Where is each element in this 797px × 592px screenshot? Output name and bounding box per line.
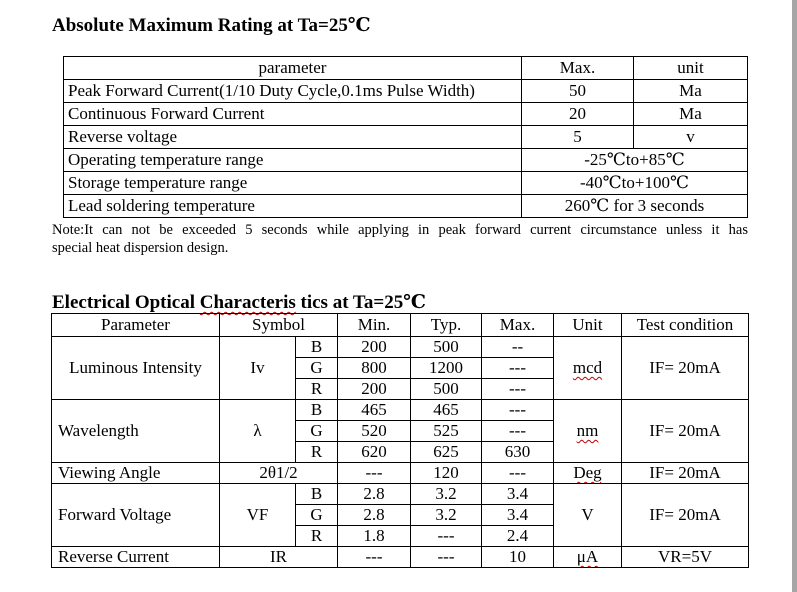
symbol-forward: VF <box>220 484 296 547</box>
row-range: -25℃to+85℃ <box>522 149 748 172</box>
table-row <box>52 400 749 421</box>
unit-reverse <box>554 547 622 568</box>
condition-reverse: VR=5V <box>622 547 749 568</box>
row-parameter: Operating temperature range <box>64 149 522 172</box>
min-cell: 200 <box>338 337 411 358</box>
max-cell: --- <box>482 379 554 400</box>
symbol-luminous: Iv <box>220 337 296 400</box>
color-cell: B <box>296 400 338 421</box>
row-parameter: Storage temperature range <box>64 172 522 195</box>
max-cell: --- <box>482 463 554 484</box>
max-cell: --- <box>482 421 554 442</box>
col-header-max: Max. <box>482 314 554 337</box>
condition-wavelength: IF= 20mA <box>622 400 749 463</box>
color-cell: R <box>296 379 338 400</box>
title-part-2: Characteris <box>199 292 296 313</box>
min-cell: --- <box>338 547 411 568</box>
typ-cell: 500 <box>411 379 482 400</box>
typ-cell: 625 <box>411 442 482 463</box>
table-header-row <box>64 57 748 80</box>
condition-viewing: IF= 20mA <box>622 463 749 484</box>
unit-reverse-text: μA <box>576 547 599 566</box>
table-row <box>52 484 749 505</box>
min-cell: 800 <box>338 358 411 379</box>
typ-cell: 525 <box>411 421 482 442</box>
min-cell: 465 <box>338 400 411 421</box>
color-cell: B <box>296 484 338 505</box>
color-cell: B <box>296 337 338 358</box>
condition-luminous: IF= 20mA <box>622 337 749 400</box>
col-header-parameter: Parameter <box>52 314 220 337</box>
unit-viewing-text: Deg <box>573 463 602 482</box>
note-line-2: special heat dispersion design. <box>52 240 229 256</box>
unit-luminous-text: mcd <box>572 358 603 377</box>
max-cell: -- <box>482 337 554 358</box>
row-range: 260℃ for 3 seconds <box>522 195 748 218</box>
row-parameter: Continuous Forward Current <box>64 103 522 126</box>
param-luminous: Luminous Intensity <box>52 337 220 400</box>
color-cell: G <box>296 358 338 379</box>
col-header-parameter: parameter <box>64 57 522 80</box>
typ-cell: 3.2 <box>411 505 482 526</box>
col-header-symbol: Symbol <box>220 314 338 337</box>
unit-wavelength <box>554 400 622 463</box>
typ-cell: --- <box>411 526 482 547</box>
typ-cell: 500 <box>411 337 482 358</box>
table-row <box>52 547 749 568</box>
max-cell: 10 <box>482 547 554 568</box>
param-reverse: Reverse Current <box>52 547 220 568</box>
max-cell: --- <box>482 400 554 421</box>
param-viewing: Viewing Angle <box>52 463 220 484</box>
col-header-min: Min. <box>338 314 411 337</box>
table-row <box>64 195 748 218</box>
min-cell: --- <box>338 463 411 484</box>
note-text <box>52 221 748 257</box>
row-unit: v <box>634 126 748 149</box>
typ-cell: 1200 <box>411 358 482 379</box>
row-unit: Ma <box>634 103 748 126</box>
min-cell: 200 <box>338 379 411 400</box>
table-row <box>64 103 748 126</box>
min-cell: 520 <box>338 421 411 442</box>
table-row <box>64 126 748 149</box>
typ-cell: 120 <box>411 463 482 484</box>
abs-max-table <box>63 56 748 218</box>
table-row <box>64 149 748 172</box>
row-parameter: Reverse voltage <box>64 126 522 149</box>
title-part-1: Electrical Optical <box>52 292 200 313</box>
min-cell: 620 <box>338 442 411 463</box>
param-forward: Forward Voltage <box>52 484 220 547</box>
table-row <box>52 463 749 484</box>
unit-forward: V <box>554 484 622 547</box>
param-wavelength: Wavelength <box>52 400 220 463</box>
max-cell: --- <box>482 358 554 379</box>
color-cell: R <box>296 442 338 463</box>
table-row <box>64 172 748 195</box>
min-cell: 2.8 <box>338 484 411 505</box>
unit-viewing <box>554 463 622 484</box>
note-line-1: Note:It can not be exceeded 5 seconds while applying in peak forward current circumstance unless it has <box>52 222 748 238</box>
row-parameter: Peak Forward Current(1/10 Duty Cycle,0.1ms Pulse Width) <box>64 80 522 103</box>
col-header-typ: Typ. <box>411 314 482 337</box>
max-cell: 3.4 <box>482 484 554 505</box>
typ-cell: 465 <box>411 400 482 421</box>
row-range: -40℃to+100℃ <box>522 172 748 195</box>
min-cell: 2.8 <box>338 505 411 526</box>
row-parameter: Lead soldering temperature <box>64 195 522 218</box>
row-unit: Ma <box>634 80 748 103</box>
color-cell: G <box>296 421 338 442</box>
table-row <box>64 80 748 103</box>
col-header-test-condition: Test condition <box>622 314 749 337</box>
max-cell: 630 <box>482 442 554 463</box>
symbol-reverse: IR <box>220 547 338 568</box>
title-part-3: tics at Ta=25℃ <box>295 292 426 313</box>
electrical-optical-title <box>52 291 426 314</box>
row-max: 50 <box>522 80 634 103</box>
typ-cell: 3.2 <box>411 484 482 505</box>
unit-luminous <box>554 337 622 400</box>
unit-wavelength-text: nm <box>576 421 599 440</box>
col-header-unit: unit <box>634 57 748 80</box>
color-cell: G <box>296 505 338 526</box>
row-max: 20 <box>522 103 634 126</box>
window-right-edge <box>792 0 797 592</box>
max-cell: 2.4 <box>482 526 554 547</box>
symbol-viewing: 2θ1/2 <box>220 463 338 484</box>
row-max: 5 <box>522 126 634 149</box>
abs-max-title: Absolute Maximum Rating at Ta=25℃ <box>52 15 371 36</box>
col-header-unit: Unit <box>554 314 622 337</box>
table-row <box>52 337 749 358</box>
min-cell: 1.8 <box>338 526 411 547</box>
max-cell: 3.4 <box>482 505 554 526</box>
table-header-row <box>52 314 749 337</box>
symbol-wavelength: λ <box>220 400 296 463</box>
col-header-max: Max. <box>522 57 634 80</box>
color-cell: R <box>296 526 338 547</box>
condition-forward: IF= 20mA <box>622 484 749 547</box>
typ-cell: --- <box>411 547 482 568</box>
electrical-optical-table <box>51 313 749 568</box>
